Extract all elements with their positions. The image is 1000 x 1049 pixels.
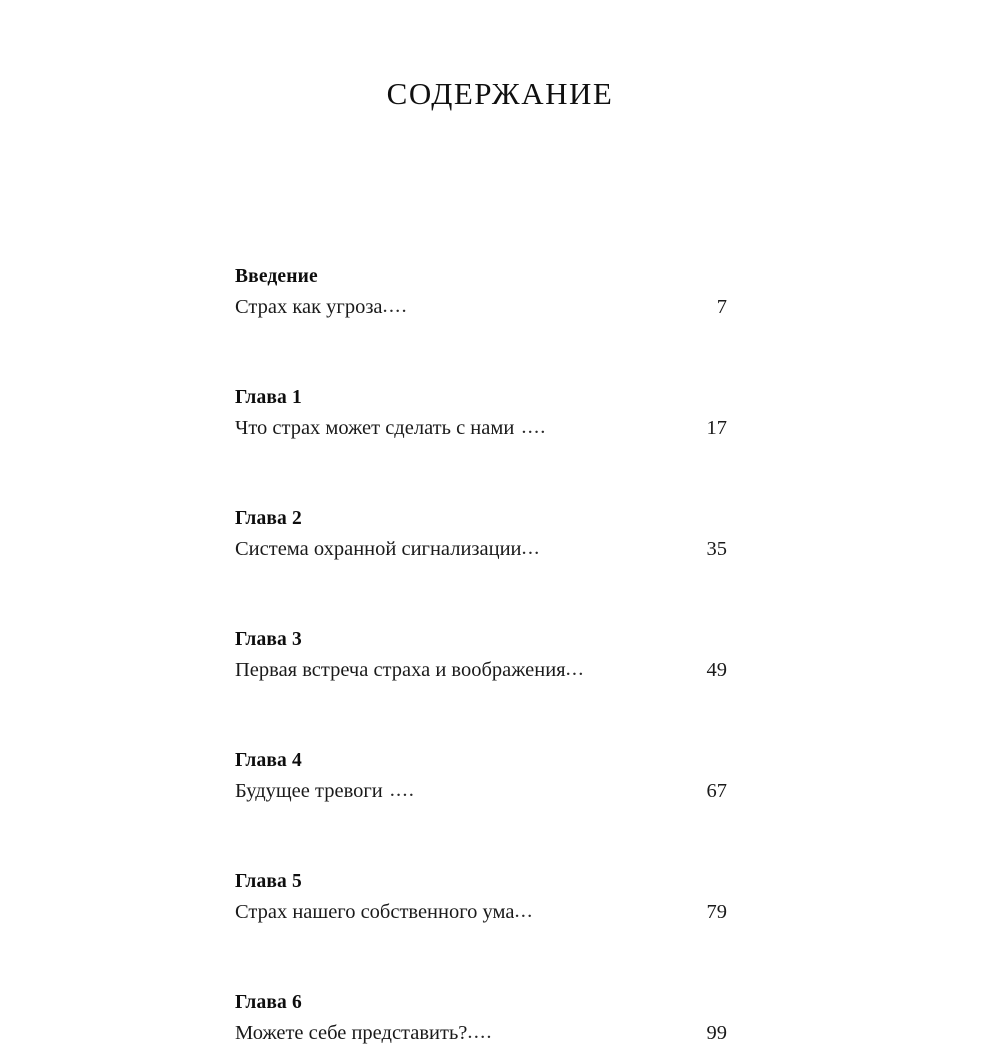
toc-entry-dot-leader: .... xyxy=(521,416,547,438)
toc-entry-list xyxy=(235,262,727,1049)
toc-entry-page-number: 99 xyxy=(706,1022,727,1044)
toc-entry-title: Будущее тревоги xyxy=(235,780,383,802)
toc-entry-label: Глава 2 xyxy=(235,508,302,529)
toc-entry[interactable] xyxy=(235,383,727,444)
toc-entry-label: Глава 6 xyxy=(235,992,302,1013)
toc-entry-row[interactable] xyxy=(235,655,727,686)
toc-entry-page-number: 7 xyxy=(716,296,727,318)
toc-entry-dot-leader: .... xyxy=(467,1021,493,1043)
toc-entry-row[interactable] xyxy=(235,1018,727,1049)
toc-entry-dot-leader: ... xyxy=(565,658,585,680)
toc-entry-page-number: 35 xyxy=(706,538,727,560)
toc-entry-title: Страх как угроза xyxy=(235,296,383,318)
toc-entry-dot-leader: .... xyxy=(389,779,416,801)
toc-entry[interactable] xyxy=(235,867,727,928)
toc-entry-title: Страх нашего собственного ума xyxy=(235,901,515,923)
toc-entry-row[interactable] xyxy=(235,413,727,444)
toc-entry-label: Глава 1 xyxy=(235,387,302,408)
toc-entry-title: Что страх может сделать с нами xyxy=(235,417,515,439)
toc-entry-row[interactable] xyxy=(235,292,727,323)
toc-entry[interactable] xyxy=(235,504,727,565)
toc-entry-page-number: 17 xyxy=(706,417,727,439)
toc-entry[interactable] xyxy=(235,625,727,686)
toc-entry-dot-leader: .... xyxy=(382,295,408,317)
toc-entry-label: Глава 5 xyxy=(235,871,302,892)
toc-entry-title: Можете себе представить? xyxy=(235,1022,468,1044)
toc-entry-page-number: 49 xyxy=(706,659,727,681)
toc-entry-dot-leader: ... xyxy=(521,537,541,559)
toc-entry-page-number: 67 xyxy=(706,780,727,802)
page-title: содержание xyxy=(386,65,614,114)
toc-entry[interactable] xyxy=(235,262,727,323)
toc-entry-label: Глава 3 xyxy=(235,629,302,650)
toc-entry-page-number: 79 xyxy=(706,901,727,923)
toc-entry-title: Система охранной сигнализации xyxy=(235,538,522,560)
toc-entry-dot-leader: ... xyxy=(514,900,534,922)
toc-entry-row[interactable] xyxy=(235,897,727,928)
toc-entry[interactable] xyxy=(235,746,727,807)
toc-entry-row[interactable] xyxy=(235,534,727,565)
toc-entry-title: Первая встреча страха и воображения xyxy=(235,659,566,681)
toc-entry-label: Глава 4 xyxy=(235,750,302,771)
toc-entry-row[interactable] xyxy=(235,776,727,807)
toc-entry-label: Введение xyxy=(235,266,318,287)
toc-entry[interactable] xyxy=(235,988,727,1049)
